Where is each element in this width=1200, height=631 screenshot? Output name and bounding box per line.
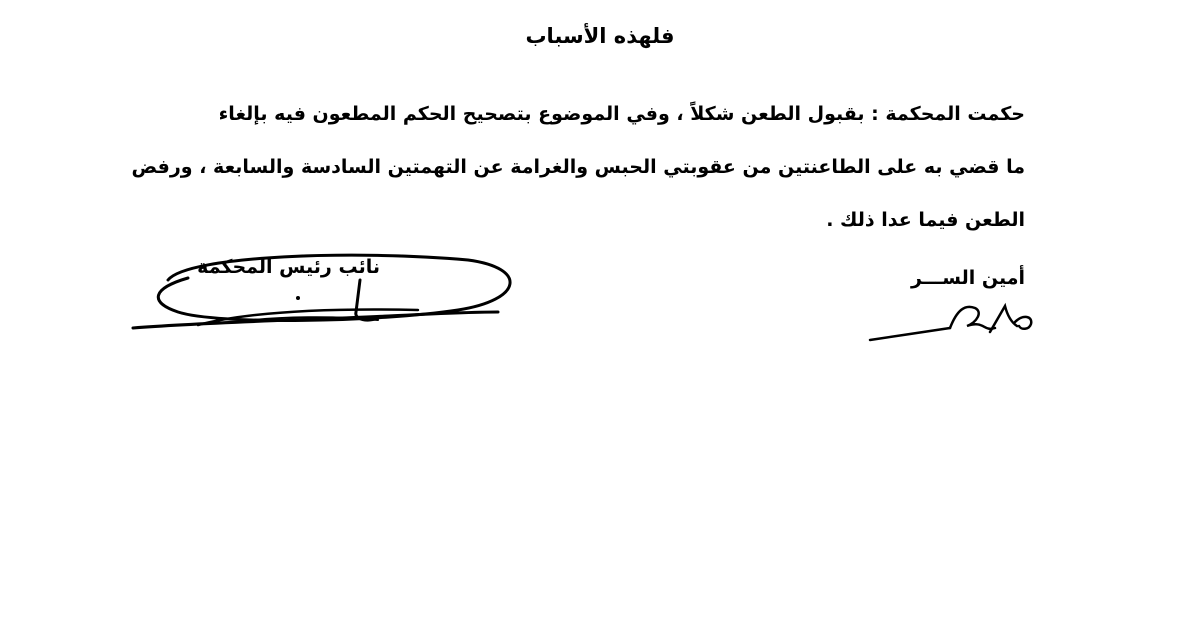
ruling-paragraph	[131, 88, 1025, 247]
ruling-line-1: حكمت المحكمة : بقبول الطعن شكلاً ، وفي الموضوع بتصحيح الحكم المطعون فيه بإلغاء	[218, 103, 1025, 125]
secretary-signature	[865, 292, 1045, 348]
section-heading: فلهذه الأسباب	[525, 24, 675, 48]
secretary-label: أمين الســـر	[910, 267, 1025, 289]
ruling-line-3: الطعن فيما عدا ذلك .	[826, 209, 1025, 231]
ruling-line-2: ما قضي به على الطاعنتين من عقوبتي الحبس والغرامة عن التهمتين السادسة والسابعة ، ورفض	[131, 156, 1025, 178]
deputy-president-label: نائب رئيس المحكمة	[197, 256, 380, 278]
